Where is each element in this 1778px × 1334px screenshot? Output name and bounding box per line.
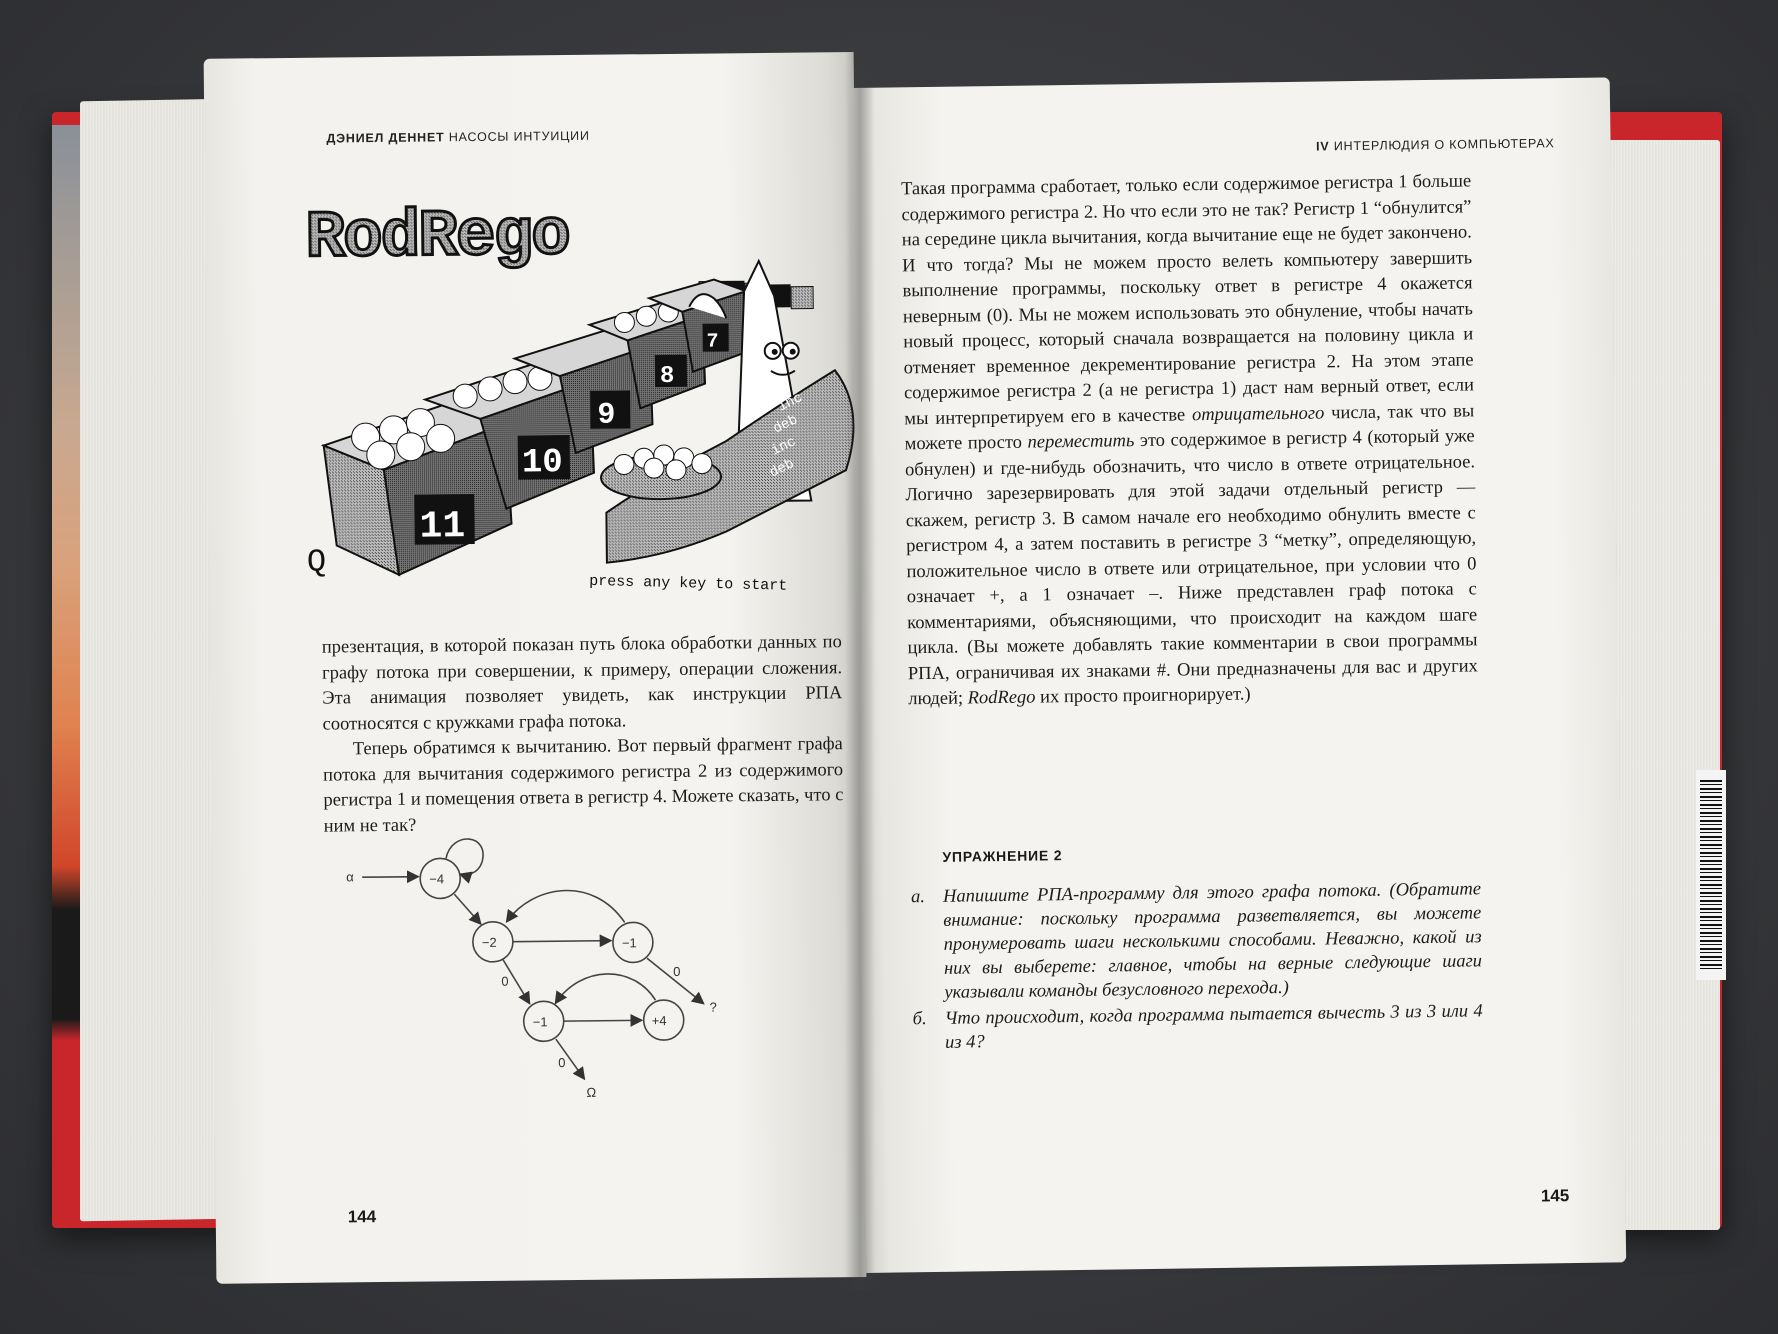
start-prompt: press any key to start <box>589 572 788 595</box>
flow-node-5: +4 <box>651 1013 667 1029</box>
running-head-title: НАСОСЫ ИНТУИЦИИ <box>448 128 590 145</box>
svg-text:11: 11 <box>419 505 466 549</box>
flow-end-label: Ω <box>586 1084 597 1100</box>
rodrego-illustration <box>303 170 867 606</box>
svg-text:deb: deb <box>770 412 801 438</box>
svg-text:7: 7 <box>706 330 719 354</box>
left-page-number: 144 <box>347 1207 377 1227</box>
flow-node-2: −2 <box>481 934 497 950</box>
barcode <box>1700 780 1722 970</box>
svg-text:10: 10 <box>521 444 563 483</box>
flow-node-4: −1 <box>532 1014 548 1030</box>
running-head-section: ИНТЕРЛЮДИЯ О КОМПЬЮТЕРАХ <box>1333 136 1555 154</box>
flow-start-label: α <box>346 869 354 885</box>
exercise-item-b: б. Что происходит, когда программа пытается вычесть 3 из 3 или 4 из 4? <box>912 1001 1483 1053</box>
running-head-author: ДЭНИЕЛ ДЕННЕТ <box>326 130 445 146</box>
left-body-text <box>322 630 844 839</box>
flow-node-3: −1 <box>621 935 637 951</box>
exercise-list <box>911 877 1483 1057</box>
flow-zero-label-2: 0 <box>501 973 509 989</box>
right-page <box>850 77 1626 1272</box>
right-running-head <box>1316 136 1555 153</box>
flow-node-1: −4 <box>429 871 445 887</box>
flow-unknown-label: ? <box>709 999 717 1015</box>
flow-zero-label-3: 0 <box>558 1055 566 1071</box>
left-running-head <box>326 129 589 146</box>
left-paragraph-1: презентация, в которой показан путь блока обработки данных по графу потока при совершении, к примеру, операции сложения. Эта анимация позволяет увидеть, как инструкции РПА соотносятся с кружками графа потока. <box>321 632 843 735</box>
svg-text:inc: inc <box>775 390 806 416</box>
svg-text:8: 8 <box>659 362 675 391</box>
right-page-number: 145 <box>1540 1186 1570 1206</box>
right-body-text <box>901 169 1478 712</box>
running-head-part: IV <box>1315 139 1330 154</box>
left-page <box>204 52 867 1284</box>
svg-text:deb: deb <box>767 456 797 482</box>
exercise-title: УПРАЖНЕНИЕ 2 <box>942 847 1063 865</box>
corner-letter: Q <box>306 543 327 581</box>
right-paragraph: Такая программа сработает, только если содержимое регистра 1 больше содержимого регистра 2. Но что если это не так? Регистр 1 “обнулится” на середине цикла вычитания, когда вычитание еще не будет закончено. И что тогда? Мы не можем просто велеть компьютеру завершить выполнение программы, поскольку ответ в регистре 4 окажется неверным (0). Мы не можем использовать это обнуление, чтобы начать новый процесс, который сначала возвращается на половину цикла и отменяет временное декрементирование регистра 2. На этом этапе содержимое регистра 2 (а не регистра 1) даст нам верный ответ, если мы интерпретируем его в качестве отрицательного числа, так что вы можете просто переместить это содержимое в регистр 4 (который уже обнулен) и где-нибудь обозначить, что число в ответе отрицательное. Логично зарезервировать для этой задачи отдельный регистр — скажем, регистр 3. В самом начале его необходимо обнулить вместе с регистром 4, а затем поставить в регистре 3 “метку”, определяющую, положительное число в ответе или отрицательное, при условии что 0 означает +, а 1 означает –. Ниже представлен граф потока с комментариями, объясняющими, что происходит на каждом шаге цикла. (Вы можете добавлять такие комментарии в свои программы РПА, ограничивая их знаками #. Они предназначены для вас и других людей; RodRego их просто проигнорирует.) <box>901 171 1478 710</box>
exercise-item-a: a. Напишите РПА-программу для этого графа потока. (Обратите внимание: поскольку программа разветвляется, вы можете пронумеровать шаги несколькими способами. Неважно, какой из них вы выберете: главное, чтобы на верные следующие шаги указывали команды безусловного перехода.) <box>910 879 1483 1003</box>
rodrego-logo: RodRego <box>305 198 570 276</box>
svg-text:9: 9 <box>597 398 616 433</box>
svg-text:inc: inc <box>769 434 799 460</box>
left-paragraph-2: Теперь обратимся к вычитанию. Вот первый фрагмент графа потока для вычитания содержимого регистра 2 из содержимого регистра 1 и помещения ответа в регистр 4. Можете сказать, что с ним не так? <box>323 734 844 837</box>
flow-zero-label-1: 0 <box>673 963 681 979</box>
subtraction-flow-graph <box>342 833 765 1137</box>
